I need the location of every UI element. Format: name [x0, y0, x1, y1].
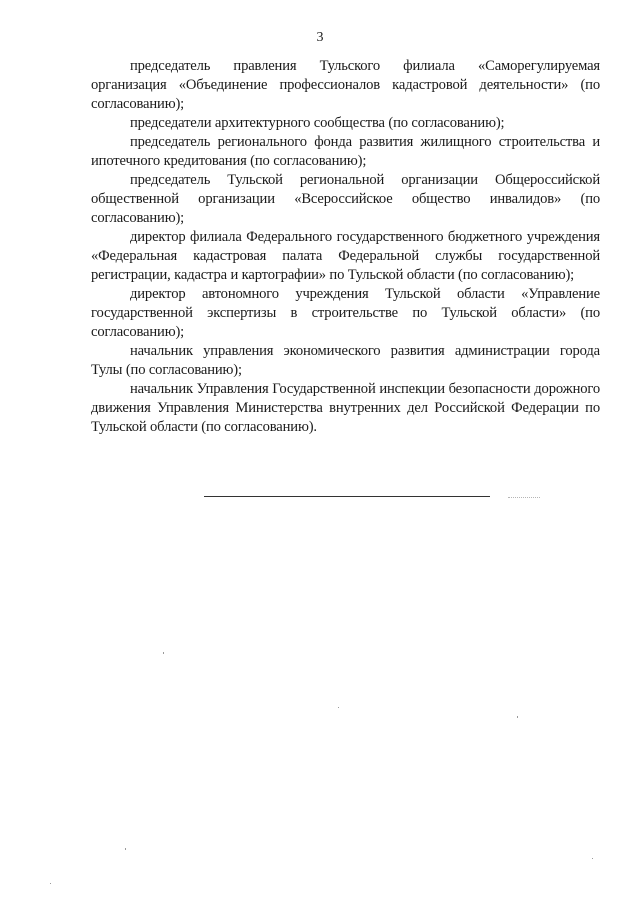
document-body: [91, 57, 600, 437]
scan-speck: [125, 848, 126, 850]
scan-speck: [592, 858, 593, 859]
page-number: 3: [316, 30, 324, 45]
list-paragraph: председатели архитектурного сообщества (по согласованию);: [130, 115, 505, 131]
list-paragraph: председатель правления Тульского филиала «Саморегулируемая организация «Объединение профессионалов кадастровой деятельности» (по согласованию);: [91, 58, 600, 112]
scan-speck: [338, 707, 339, 708]
scan-speck: [50, 883, 51, 884]
list-paragraph: директор филиала Федерального государственного бюджетного учреждения «Федеральная кадастровая палата Федеральной службы государственной регистрации, кадастра и картографии» по Тульской области (по согласованию);: [91, 229, 600, 283]
list-paragraph: начальник Управления Государственной инспекции безопасности дорожного движения Управления Министерства внутренних дел Российской Федерации по Тульской области (по согласованию).: [91, 381, 600, 435]
end-divider-line: [204, 496, 490, 497]
list-paragraph: директор автономного учреждения Тульской области «Управление государственной экспертизы в строительстве по Тульской области» (по согласованию);: [91, 286, 600, 340]
scan-speck: [163, 652, 164, 654]
list-paragraph: председатель регионального фонда развития жилищного строительства и ипотечного кредитования (по согласованию);: [91, 134, 600, 169]
list-paragraph: председатель Тульской региональной организации Общероссийской общественной организации «Всероссийское общество инвалидов» (по согласованию);: [91, 172, 600, 226]
list-paragraph: начальник управления экономического развития администрации города Тулы (по согласованию);: [91, 343, 600, 378]
scan-speck: [517, 716, 518, 718]
scan-trail-mark: [508, 497, 540, 498]
